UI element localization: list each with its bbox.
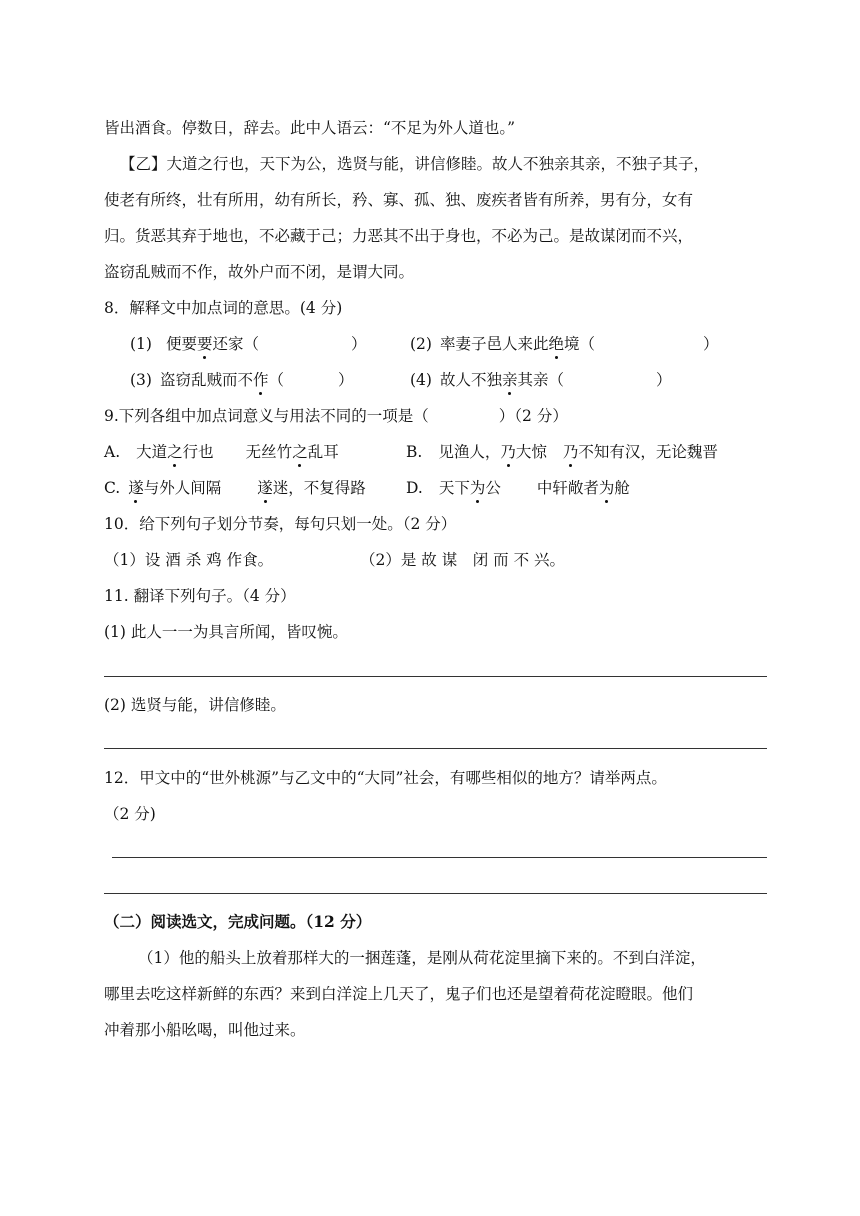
dotted-word: 遂 <box>257 479 273 497</box>
section-2-title: （二）阅读选文，完成问题。（12 分） <box>104 912 372 931</box>
dotted-word: 作 <box>252 371 269 389</box>
option-text: 不知有汉，无论魏晋 <box>578 443 718 461</box>
q11-sentence-2: (2) 选贤与能，讲信修睦。 <box>104 696 286 714</box>
dotted-word: 为 <box>598 479 615 497</box>
q8-item-1 <box>130 334 367 354</box>
dotted-word: 为 <box>469 479 486 497</box>
option-text: 行也 <box>182 443 214 461</box>
question-10-title: 10．给下列句子划分节奏，每句只划一处。（2 分） <box>104 515 457 533</box>
answer-line[interactable] <box>104 748 767 749</box>
q9-option-d <box>406 478 630 498</box>
passage-a-ending: 皆出酒食。停数日，辞去。此中人语云：“不足为外人道也。” <box>104 119 516 137</box>
section-2-para-line-1: （1）他的船头上放着那样大的一捆莲蓬，是刚从荷花淀里摘下来的。不到白洋淀， <box>138 949 706 967</box>
answer-line[interactable] <box>112 857 767 858</box>
item-number: (1) <box>130 335 152 353</box>
option-text: 见渔人， <box>438 443 501 461</box>
q8-item-3 <box>130 370 354 390</box>
option-text: 乱耳 <box>307 443 339 461</box>
option-label: D. <box>406 479 423 497</box>
answer-line[interactable] <box>104 893 767 894</box>
item-text: 其亲（ <box>517 371 565 389</box>
option-text: 与外人间隔 <box>143 479 222 497</box>
item-text: 便要 <box>165 335 197 353</box>
item-text: 故人不独 <box>439 371 502 389</box>
passage-b-line-1 <box>120 154 709 174</box>
section-2-para-line-3: 冲着那小船吆喝，叫他过来。 <box>104 1021 306 1039</box>
answer-blank-close: ） <box>703 335 719 353</box>
q9-option-a <box>104 442 339 462</box>
passage-b-label: 【乙】 <box>120 155 167 173</box>
option-text: 大惊 <box>515 443 547 461</box>
answer-blank-close: ） <box>656 371 672 389</box>
dotted-word: 之 <box>167 443 183 461</box>
dotted-word: 之 <box>292 443 308 461</box>
item-number: (2) <box>410 335 432 353</box>
option-label: C. <box>104 479 121 497</box>
answer-line[interactable] <box>104 676 767 677</box>
q10-sentence-2: （2）是 故 谋 闭 而 不 兴。 <box>360 551 565 569</box>
answer-blank-close: ） <box>338 371 354 389</box>
q10-sentence-1: （1）设 酒 杀 鸡 作食。 <box>104 551 274 569</box>
item-text: 率妻子邑人来此 <box>439 335 549 353</box>
item-text: 还家（ <box>212 335 260 353</box>
option-label: A. <box>104 443 121 461</box>
dotted-word: 亲 <box>501 371 518 389</box>
passage-b-line-2: 使老有所终，壮有所用，幼有所长，矜、寡、孤、独、废疾者皆有所养，男有分，女有 <box>104 191 694 209</box>
question-11-title: 11. 翻译下列句子。（4 分） <box>104 587 296 605</box>
option-text: 迷，不复得路 <box>272 479 366 497</box>
option-text: 无丝竹 <box>245 443 293 461</box>
option-text: 舱 <box>614 479 630 497</box>
dotted-word: 遂 <box>128 479 144 497</box>
q11-sentence-1: (1) 此人一一为具言所闻，皆叹惋。 <box>104 623 348 641</box>
item-number: (4) <box>410 371 432 389</box>
q9-option-b <box>406 442 718 462</box>
section-2-para-line-2: 哪里去吃这样新鲜的东西？来到白洋淀上几天了，鬼子们也还是望着荷花淀瞪眼。他们 <box>104 985 694 1003</box>
item-text: （ <box>268 371 285 389</box>
dotted-word: 乃 <box>500 443 516 461</box>
passage-b-line-3: 归。货恶其弃于地也，不必藏于己；力恶其不出于身也，不必为己。是故谋闭而不兴， <box>104 227 694 245</box>
option-text: 公 <box>485 479 501 497</box>
item-text: 盗窃乱贼而不 <box>159 371 253 389</box>
option-text: 中轩敞者 <box>536 479 599 497</box>
option-text: 大道 <box>136 443 168 461</box>
dotted-word: 绝 <box>548 335 564 353</box>
q8-item-2 <box>410 334 719 354</box>
answer-blank-close: ） <box>351 335 367 353</box>
item-number: (3) <box>130 371 152 389</box>
item-text: 境（ <box>564 335 596 353</box>
passage-b-line-4: 盗窃乱贼而不作，故外户而不闭，是谓大同。 <box>104 263 415 281</box>
question-12-line-1: 12．甲文中的“世外桃源”与乙文中的“大同”社会，有哪些相似的地方？请举两点。 <box>104 769 667 787</box>
passage-b-text: 大道之行也，天下为公，选贤与能，讲信修睦。故人不独亲其亲，不独子其子， <box>166 155 710 173</box>
dotted-word: 要 <box>196 335 213 353</box>
option-label: B. <box>406 443 423 461</box>
q8-item-4 <box>410 370 672 390</box>
q9-title-end: ）（2 分） <box>498 407 568 425</box>
q9-option-c <box>104 478 366 498</box>
dotted-word: 乃 <box>562 443 579 461</box>
question-9-title <box>104 406 568 426</box>
question-12-line-2: （2 分) <box>104 805 156 823</box>
q9-title-text: 9.下列各组中加点词意义与用法不同的一项是（ <box>104 407 429 425</box>
option-text: 天下 <box>438 479 470 497</box>
question-8-title: 8．解释文中加点词的意思。(4 分) <box>104 299 343 317</box>
